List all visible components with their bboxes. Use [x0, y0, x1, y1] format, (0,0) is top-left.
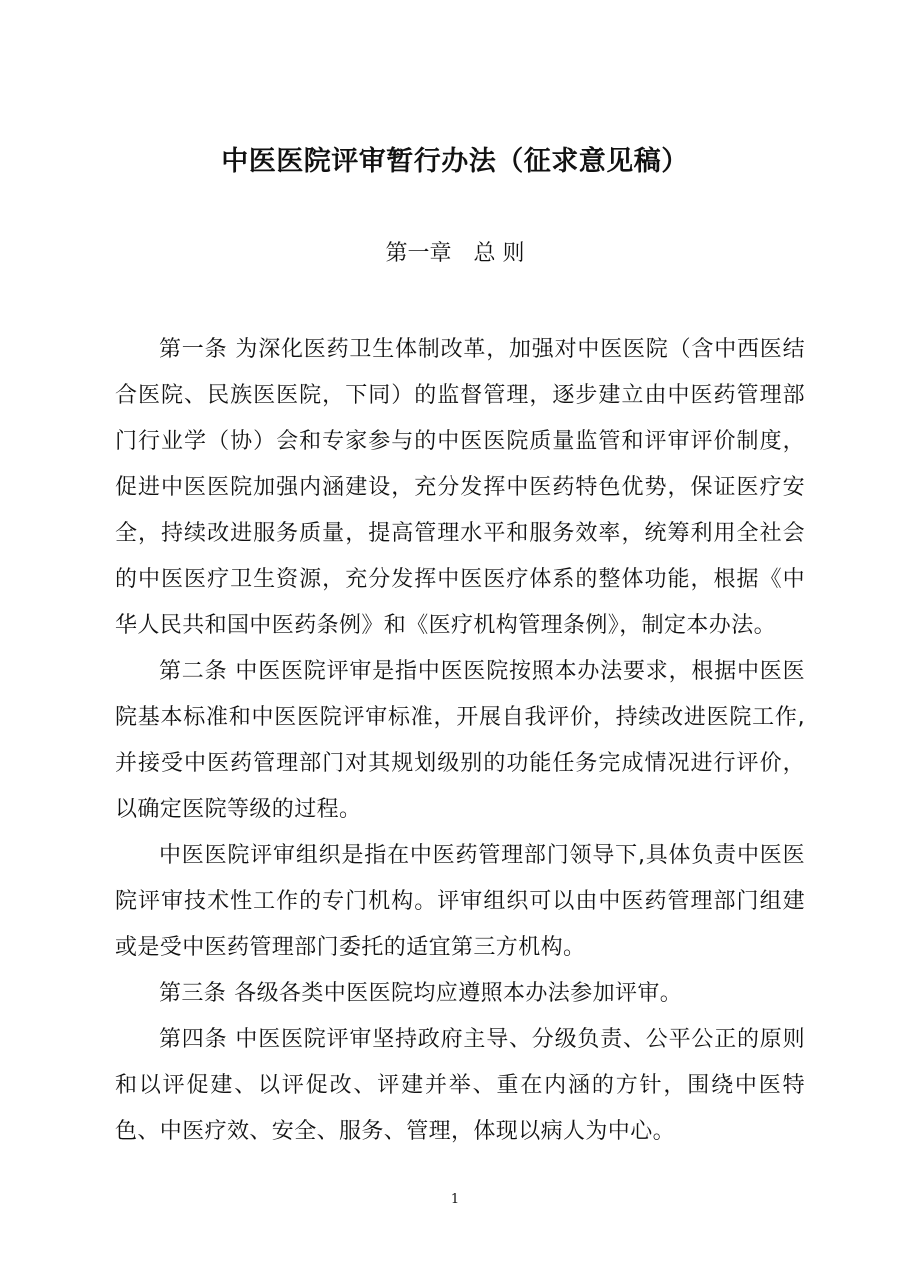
article-number: 第四条 [159, 1027, 228, 1052]
article-1-paragraph [115, 327, 805, 649]
article-text: 中医医院评审坚持政府主导、分级负责、公平公正的原则和以评促建、以评促改、评建并举、重在内涵的方针，围绕中医特色、中医疗效、安全、服务、管理，体现以病人为中心。 [115, 1027, 805, 1144]
article-2-paragraph [115, 649, 805, 833]
article-text: 中医医院评审组织是指在中医药管理部门领导下,具体负责中医医院评审技术性工作的专门机构。评审组织可以由中医药管理部门组建或是受中医药管理部门委托的适宜第三方机构。 [115, 843, 805, 960]
article-text: 为深化医药卫生体制改革，加强对中医医院（含中西医结合医院、民族医医院，下同）的监督管理，逐步建立由中医药管理部门行业学（协）会和专家参与的中医医院质量监管和评审评价制度，促进中医医院加强内涵建设，充分发挥中医药特色优势，保证医疗安全，持续改进服务质量，提高管理水平和服务效率，统筹利用全社会的中医医疗卫生资源，充分发挥中医医疗体系的整体功能，根据《中华人民共和国中医药条例》和《医疗机构管理条例》，制定本办法。 [115, 337, 805, 638]
article-number: 第一条 [159, 337, 228, 362]
article-3-paragraph [115, 971, 805, 1017]
article-number: 第二条 [159, 659, 228, 684]
page-number: 1 [450, 1192, 460, 1207]
article-number: 第三条 [159, 981, 227, 1006]
article-2-continuation-paragraph [115, 833, 805, 971]
article-text: 各级各类中医医院均应遵照本办法参加评审。 [234, 981, 683, 1006]
article-4-paragraph [115, 1017, 805, 1155]
chapter-heading: 第一章 总 则 [385, 241, 525, 266]
document-body [115, 327, 805, 1155]
article-text: 中医医院评审是指中医医院按照本办法要求，根据中医医院基本标准和中医医院评审标准，开展自我评价，持续改进医院工作,并接受中医药管理部门对其规划级别的功能任务完成情况进行评价，以确定医院等级的过程。 [115, 659, 805, 822]
document-title: 中医医院评审暂行办法（征求意见稿） [221, 146, 689, 177]
